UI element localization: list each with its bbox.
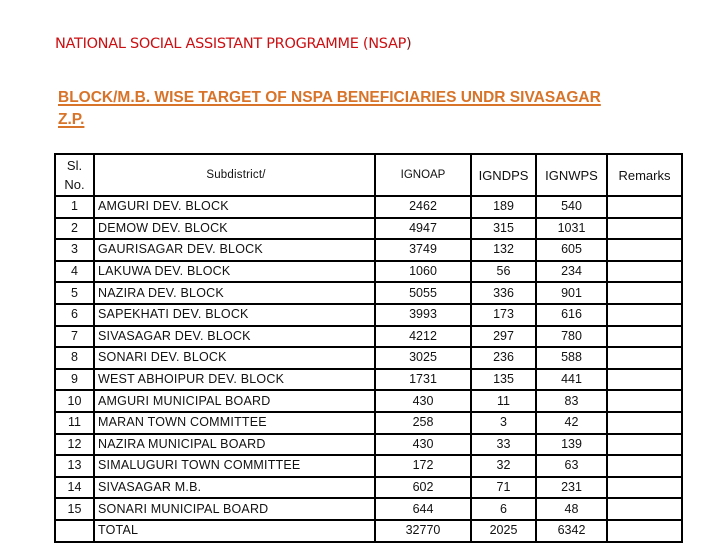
cell-subdistrict: SIVASAGAR DEV. BLOCK (94, 326, 375, 348)
cell-subdistrict: GAURISAGAR DEV. BLOCK (94, 239, 375, 261)
cell-ignwps: 48 (536, 498, 607, 520)
cell-remarks (607, 369, 682, 391)
cell-igndps: 33 (471, 434, 536, 456)
cell-sl-no: 8 (55, 347, 94, 369)
cell-ignoap: 1060 (375, 261, 471, 283)
table-row (55, 218, 682, 240)
cell-igndps: 236 (471, 347, 536, 369)
cell-ignoap: 1731 (375, 369, 471, 391)
cell-remarks (607, 347, 682, 369)
cell-subdistrict: MARAN TOWN COMMITTEE (94, 412, 375, 434)
table-header-row (55, 154, 682, 196)
cell-ignoap: 3993 (375, 304, 471, 326)
cell-ignwps: 780 (536, 326, 607, 348)
cell-sl-no: 13 (55, 455, 94, 477)
cell-ignoap: 644 (375, 498, 471, 520)
cell-subdistrict: AMGURI MUNICIPAL BOARD (94, 390, 375, 412)
table-row (55, 412, 682, 434)
cell-ignwps: 42 (536, 412, 607, 434)
cell-remarks (607, 477, 682, 499)
header-ignwps: IGNWPS (536, 154, 607, 196)
cell-sl-no: 6 (55, 304, 94, 326)
table-body (55, 196, 682, 542)
cell-remarks (607, 390, 682, 412)
table-row (55, 369, 682, 391)
cell-igndps: 135 (471, 369, 536, 391)
cell-sl-no: 7 (55, 326, 94, 348)
cell-igndps: 6 (471, 498, 536, 520)
header-subdistrict: Subdistrict/ (94, 154, 375, 196)
page-title-text: NATIONAL SOCIAL ASSISTANT PROGRAMME (NSAP (55, 36, 407, 52)
table-row (55, 196, 682, 218)
cell-subdistrict: AMGURI DEV. BLOCK (94, 196, 375, 218)
cell-sl-no: 2 (55, 218, 94, 240)
cell-igndps: 173 (471, 304, 536, 326)
table-row (55, 477, 682, 499)
cell-ignwps: 605 (536, 239, 607, 261)
cell-sl-no: 9 (55, 369, 94, 391)
table-row (55, 347, 682, 369)
cell-ignwps: 6342 (536, 520, 607, 542)
cell-ignoap: 32770 (375, 520, 471, 542)
table-row (55, 434, 682, 456)
cell-ignwps: 63 (536, 455, 607, 477)
cell-igndps: 189 (471, 196, 536, 218)
page-title-closing-paren: ) (406, 36, 412, 52)
cell-sl-no (55, 520, 94, 542)
cell-ignoap: 602 (375, 477, 471, 499)
cell-subdistrict: SIMALUGURI TOWN COMMITTEE (94, 455, 375, 477)
cell-ignwps: 231 (536, 477, 607, 499)
cell-sl-no: 11 (55, 412, 94, 434)
cell-sl-no: 12 (55, 434, 94, 456)
cell-sl-no: 14 (55, 477, 94, 499)
cell-igndps: 132 (471, 239, 536, 261)
cell-remarks (607, 304, 682, 326)
cell-igndps: 32 (471, 455, 536, 477)
cell-ignoap: 430 (375, 390, 471, 412)
cell-ignoap: 430 (375, 434, 471, 456)
cell-ignoap: 4947 (375, 218, 471, 240)
cell-ignoap: 2462 (375, 196, 471, 218)
header-ignoap: IGNOAP (375, 154, 471, 196)
table-caption: BLOCK/M.B. WISE TARGET OF NSPA BENEFICIARIES UNDR SIVASAGAR Z.P. (58, 89, 601, 128)
cell-subdistrict: TOTAL (94, 520, 375, 542)
cell-subdistrict: LAKUWA DEV. BLOCK (94, 261, 375, 283)
beneficiary-target-table (54, 153, 683, 543)
cell-ignwps: 616 (536, 304, 607, 326)
header-remarks: Remarks (607, 154, 682, 196)
cell-ignwps: 540 (536, 196, 607, 218)
cell-remarks (607, 520, 682, 542)
cell-remarks (607, 261, 682, 283)
cell-ignwps: 1031 (536, 218, 607, 240)
cell-subdistrict: NAZIRA DEV. BLOCK (94, 282, 375, 304)
page-title (55, 36, 411, 52)
cell-sl-no: 10 (55, 390, 94, 412)
cell-subdistrict: SONARI MUNICIPAL BOARD (94, 498, 375, 520)
cell-remarks (607, 196, 682, 218)
cell-ignwps: 441 (536, 369, 607, 391)
table-row (55, 304, 682, 326)
cell-remarks (607, 434, 682, 456)
table-row (55, 282, 682, 304)
cell-ignwps: 901 (536, 282, 607, 304)
cell-ignoap: 172 (375, 455, 471, 477)
table-row (55, 455, 682, 477)
cell-ignwps: 83 (536, 390, 607, 412)
cell-subdistrict: SONARI DEV. BLOCK (94, 347, 375, 369)
cell-ignoap: 3025 (375, 347, 471, 369)
cell-remarks (607, 239, 682, 261)
cell-subdistrict: NAZIRA MUNICIPAL BOARD (94, 434, 375, 456)
cell-igndps: 336 (471, 282, 536, 304)
cell-sl-no: 1 (55, 196, 94, 218)
cell-sl-no: 4 (55, 261, 94, 283)
cell-subdistrict: SIVASAGAR M.B. (94, 477, 375, 499)
cell-remarks (607, 455, 682, 477)
table-row (55, 498, 682, 520)
header-igndps: IGNDPS (471, 154, 536, 196)
cell-remarks (607, 282, 682, 304)
cell-igndps: 3 (471, 412, 536, 434)
cell-subdistrict: DEMOW DEV. BLOCK (94, 218, 375, 240)
table-row (55, 326, 682, 348)
table-row (55, 239, 682, 261)
cell-ignoap: 4212 (375, 326, 471, 348)
cell-igndps: 315 (471, 218, 536, 240)
cell-sl-no: 5 (55, 282, 94, 304)
cell-subdistrict: WEST ABHOIPUR DEV. BLOCK (94, 369, 375, 391)
cell-igndps: 56 (471, 261, 536, 283)
cell-ignoap: 5055 (375, 282, 471, 304)
cell-subdistrict: SAPEKHATI DEV. BLOCK (94, 304, 375, 326)
cell-sl-no: 15 (55, 498, 94, 520)
table-total-row (55, 520, 682, 542)
cell-igndps: 2025 (471, 520, 536, 542)
table-row (55, 261, 682, 283)
cell-ignoap: 3749 (375, 239, 471, 261)
cell-remarks (607, 326, 682, 348)
header-sl-no: Sl. No. (55, 154, 94, 196)
cell-igndps: 11 (471, 390, 536, 412)
cell-remarks (607, 498, 682, 520)
cell-ignwps: 139 (536, 434, 607, 456)
cell-remarks (607, 412, 682, 434)
table-row (55, 390, 682, 412)
cell-igndps: 297 (471, 326, 536, 348)
cell-ignwps: 588 (536, 347, 607, 369)
cell-ignwps: 234 (536, 261, 607, 283)
cell-remarks (607, 218, 682, 240)
cell-sl-no: 3 (55, 239, 94, 261)
cell-igndps: 71 (471, 477, 536, 499)
cell-ignoap: 258 (375, 412, 471, 434)
